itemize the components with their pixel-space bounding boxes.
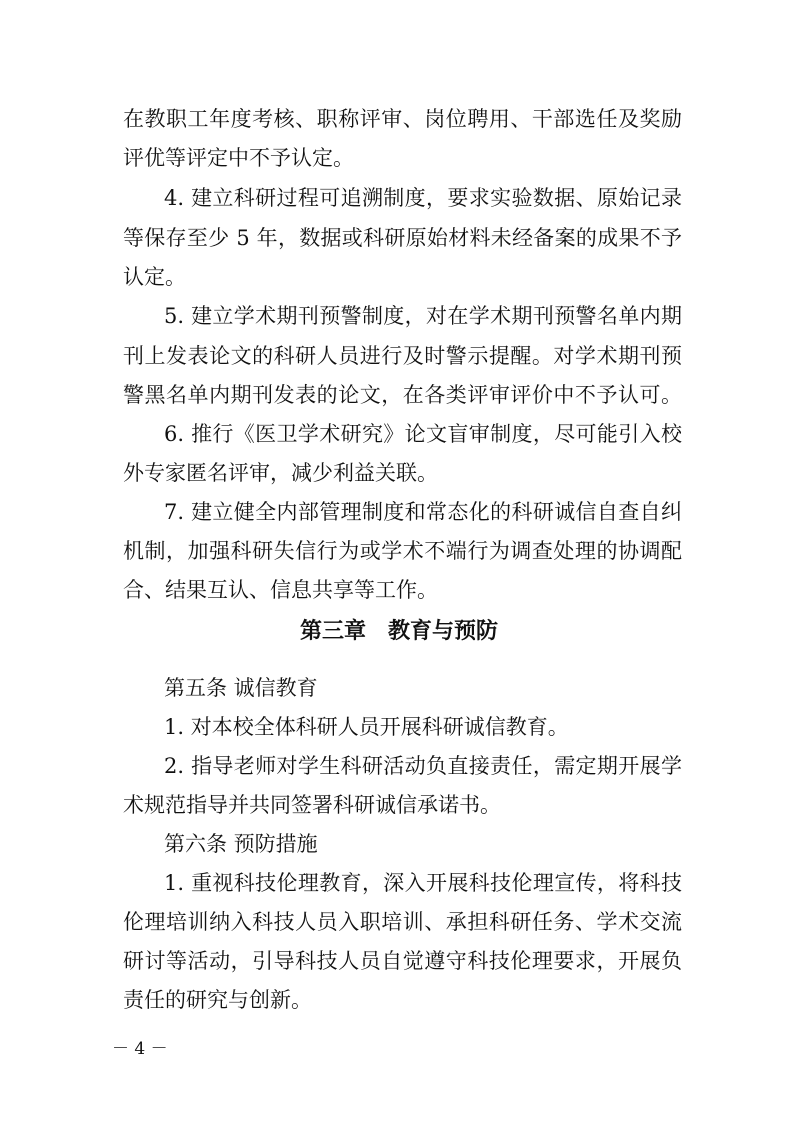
article-heading-text: 第五条 诚信教育 <box>164 676 318 700</box>
line-text: 2. 指导老师对学生科研活动负直接责任，需定期开展学 <box>164 754 682 778</box>
text-line <box>0 298 793 334</box>
text-line <box>0 338 793 374</box>
line-text: 机制，加强科研失信行为或学术不端行为调查处理的协调配 <box>123 539 682 563</box>
line-text: 责任的研究与创新。 <box>123 988 312 1012</box>
line-text: 6. 推行《医卫学术研究》论文盲审制度，尽可能引入校 <box>164 422 682 446</box>
line-text: 外专家匿名评审，减少利益关联。 <box>123 461 438 485</box>
article-heading-text: 第六条 预防措施 <box>164 832 318 856</box>
text-line <box>0 416 793 452</box>
line-text: 评优等评定中不予认定。 <box>123 146 354 170</box>
text-line <box>0 982 793 1018</box>
text-line <box>0 748 793 784</box>
line-text: 合、结果互认、信息共享等工作。 <box>123 578 438 602</box>
text-line <box>0 904 793 940</box>
text-line <box>0 533 793 569</box>
text-line <box>0 787 793 823</box>
text-line <box>0 494 793 530</box>
text-line <box>0 180 793 216</box>
text-line <box>0 455 793 491</box>
text-line <box>0 572 793 608</box>
line-text: 等保存至少 5 年，数据或科研原始材料未经备案的成果不予 <box>123 226 682 250</box>
text-line <box>0 220 793 256</box>
line-text: 7. 建立健全内部管理制度和常态化的科研诚信自查自纠 <box>164 500 682 524</box>
chapter-heading-text: 第三章 教育与预防 <box>300 619 499 644</box>
line-text: 认定。 <box>123 265 186 289</box>
text-line <box>0 377 793 413</box>
line-text: 4. 建立科研过程可追溯制度，要求实验数据、原始记录 <box>164 186 682 210</box>
article-heading <box>0 826 793 862</box>
line-text: 研讨等活动，引导科技人员自觉遵守科技伦理要求，开展负 <box>123 949 682 973</box>
text-line <box>0 709 793 745</box>
line-text: 术规范指导并共同签署科研诚信承诺书。 <box>123 793 501 817</box>
line-text: 在教职工年度考核、职称评审、岗位聘用、干部选任及奖励 <box>123 107 682 131</box>
text-line <box>0 865 793 901</box>
page-number: － 4 － <box>112 1039 168 1059</box>
line-text: 1. 对本校全体科研人员开展科研诚信教育。 <box>164 715 569 739</box>
line-text: 伦理培训纳入科技人员入职培训、承担科研任务、学术交流 <box>123 910 682 934</box>
text-line <box>0 943 793 979</box>
text-line <box>0 259 793 295</box>
line-text: 刊上发表论文的科研人员进行及时警示提醒。对学术期刊预 <box>123 344 682 368</box>
chapter-heading <box>0 614 793 650</box>
text-line <box>0 140 793 176</box>
line-text: 警黑名单内期刊发表的论文，在各类评审评价中不予认可。 <box>123 383 682 407</box>
line-text: 1. 重视科技伦理教育，深入开展科技伦理宣传，将科技 <box>164 871 682 895</box>
line-text: 5. 建立学术期刊预警制度，对在学术期刊预警名单内期 <box>164 304 682 328</box>
article-heading <box>0 670 793 706</box>
text-line <box>0 101 793 137</box>
